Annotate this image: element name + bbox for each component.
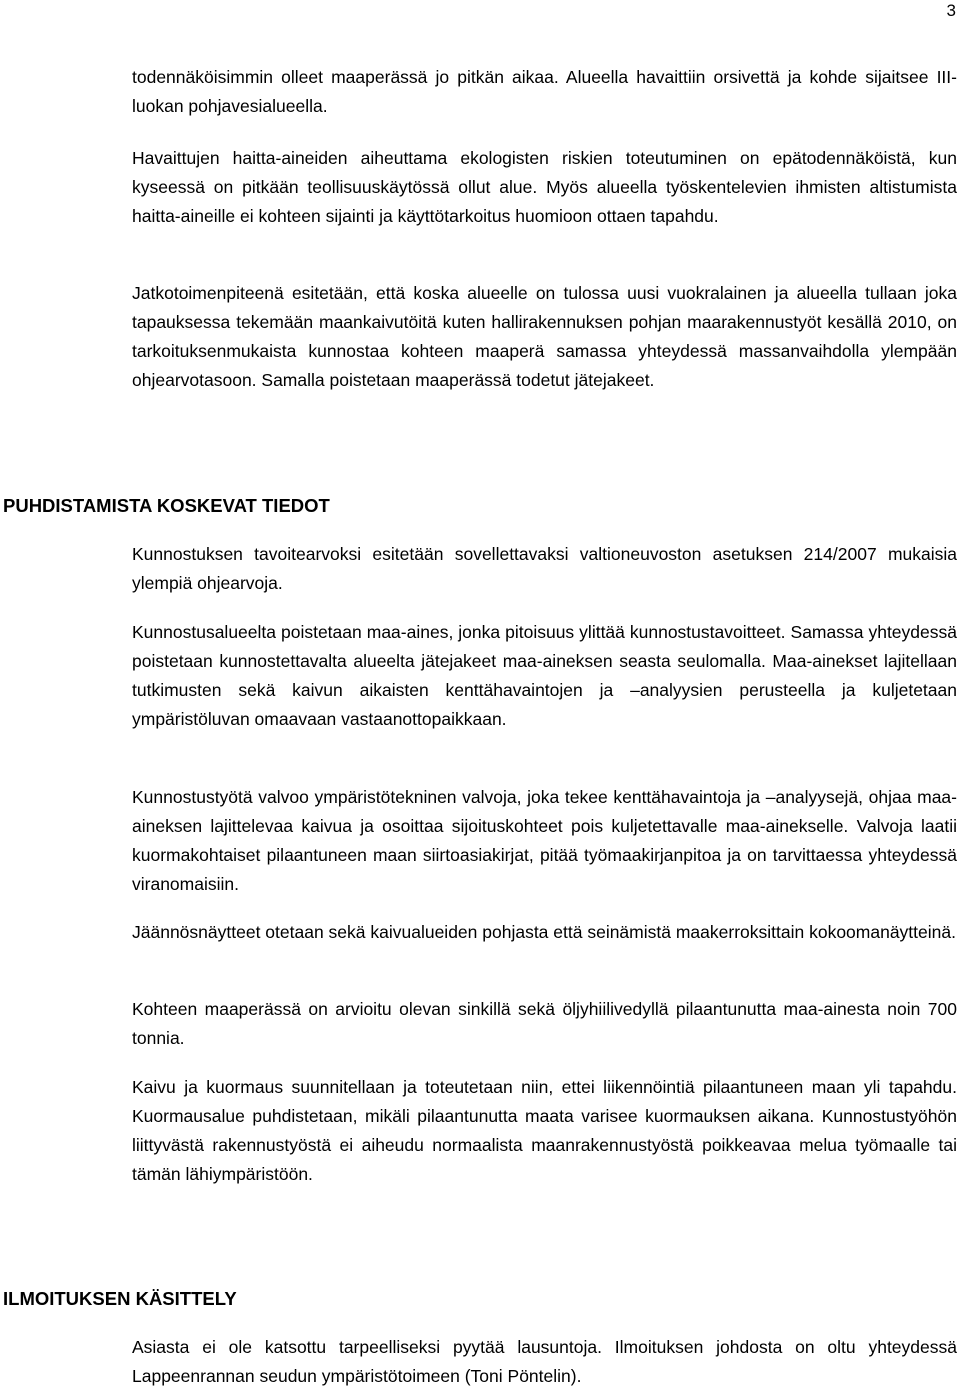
paragraph-soil-amount: Kohteen maaperässä on arvioitu olevan sinkillä sekä öljyhiilivedyllä pilaantunutta maa-ainesta noin 700 tonnia.	[132, 999, 957, 1048]
paragraph-supervision: Kunnostustyötä valvoo ympäristötekninen valvoja, joka tekee kenttähavaintoja ja –analyysejä, ohjaa maa-aineksen lajittelevaa kaivua ja osoittaa sijoituskohteet pois kuljetettavalle maa-ainekselle. Valvoja laatii kuormakohtaiset pilaantuneen maan siirtoasiakirjat, pitää työmaakirjanpitoa ja on tarvittaessa yhteydessä viranomaisiin.	[132, 787, 957, 894]
section-heading-notification-processing: ILMOITUKSEN KÄSITTELY	[3, 1288, 237, 1309]
paragraph-excavation-loading: Kaivu ja kuormaus suunnitellaan ja toteutetaan niin, ettei liikennöintiä pilaantuneen maan yli tapahdu. Kuormausalue puhdistetaan, mikäli pilaantunutta maata varisee kuormauksen aikana. Kunnostustyöhön liittyvästä rakennustyöstä ei aiheudu normaalista maanrakennustyöstä poikkeavaa melua työmaalle tai tämän lähiympäristöön.	[132, 1077, 957, 1184]
paragraph-further-measures: Jatkotoimenpiteenä esitetään, että koska alueelle on tulossa uusi vuokralainen ja alueella tullaan joka tapauksessa tekemään maankaivutöitä kuten hallirakennuksen pohjan maarakennustyöt kesällä 2010, on tarkoituksenmukaista kunnostaa kohteen maaperä samassa yhteydessä massanvaihdolla ylempään ohjearvotasoon. Samalla poistetaan maaperässä todetut jätejakeet.	[132, 283, 957, 390]
paragraph-target-values: Kunnostuksen tavoitearvoksi esitetään sovellettavaksi valtioneuvoston asetuksen 214/2007 mukaisia ylempiä ohjearvoja.	[132, 544, 957, 593]
paragraph-residual-samples: Jäännösnäytteet otetaan sekä kaivualueiden pohjasta että seinämistä maakerroksittain kokoomanäytteinä.	[132, 922, 956, 942]
paragraph-ecological-risk: Havaittujen haitta-aineiden aiheuttama ekologisten riskien toteutuminen on epätodennäköistä, kun kyseessä on pitkään teollisuuskäytössä ollut alue. Myös alueella työskentelevien ihmisten altistumista haitta-aineille ei kohteen sijainti ja käyttötarkoitus huomioon ottaen tapahdu.	[132, 148, 957, 226]
section-heading-remediation: PUHDISTAMISTA KOSKEVAT TIEDOT	[3, 495, 330, 516]
paragraph-statements: Asiasta ei ole katsottu tarpeelliseksi pyytää lausuntoja. Ilmoituksen johdosta on oltu yhteydessä Lappeenrannan seudun ympäristötoimeen (Toni Pöntelin).	[132, 1337, 957, 1386]
paragraph-soil-removal: Kunnostusalueelta poistetaan maa-aines, jonka pitoisuus ylittää kunnostustavoitteet. Samassa yhteydessä poistetaan kunnostettavalta alueelta jätejakeet maa-aineksen seasta seulomalla. Maa-ainekset lajitellaan tutkimusten sekä kaivun aikaisten kenttähavaintojen ja –analyysien perusteella ja kuljetetaan ympäristöluvan omaavaan vastaanottopaikkaan.	[132, 622, 957, 729]
page-number: 3	[946, 1, 956, 20]
paragraph-groundwater: todennäköisimmin olleet maaperässä jo pitkän aikaa. Alueella havaittiin orsivettä ja kohde sijaitsee III-luokan pohjavesialueella.	[132, 67, 957, 116]
